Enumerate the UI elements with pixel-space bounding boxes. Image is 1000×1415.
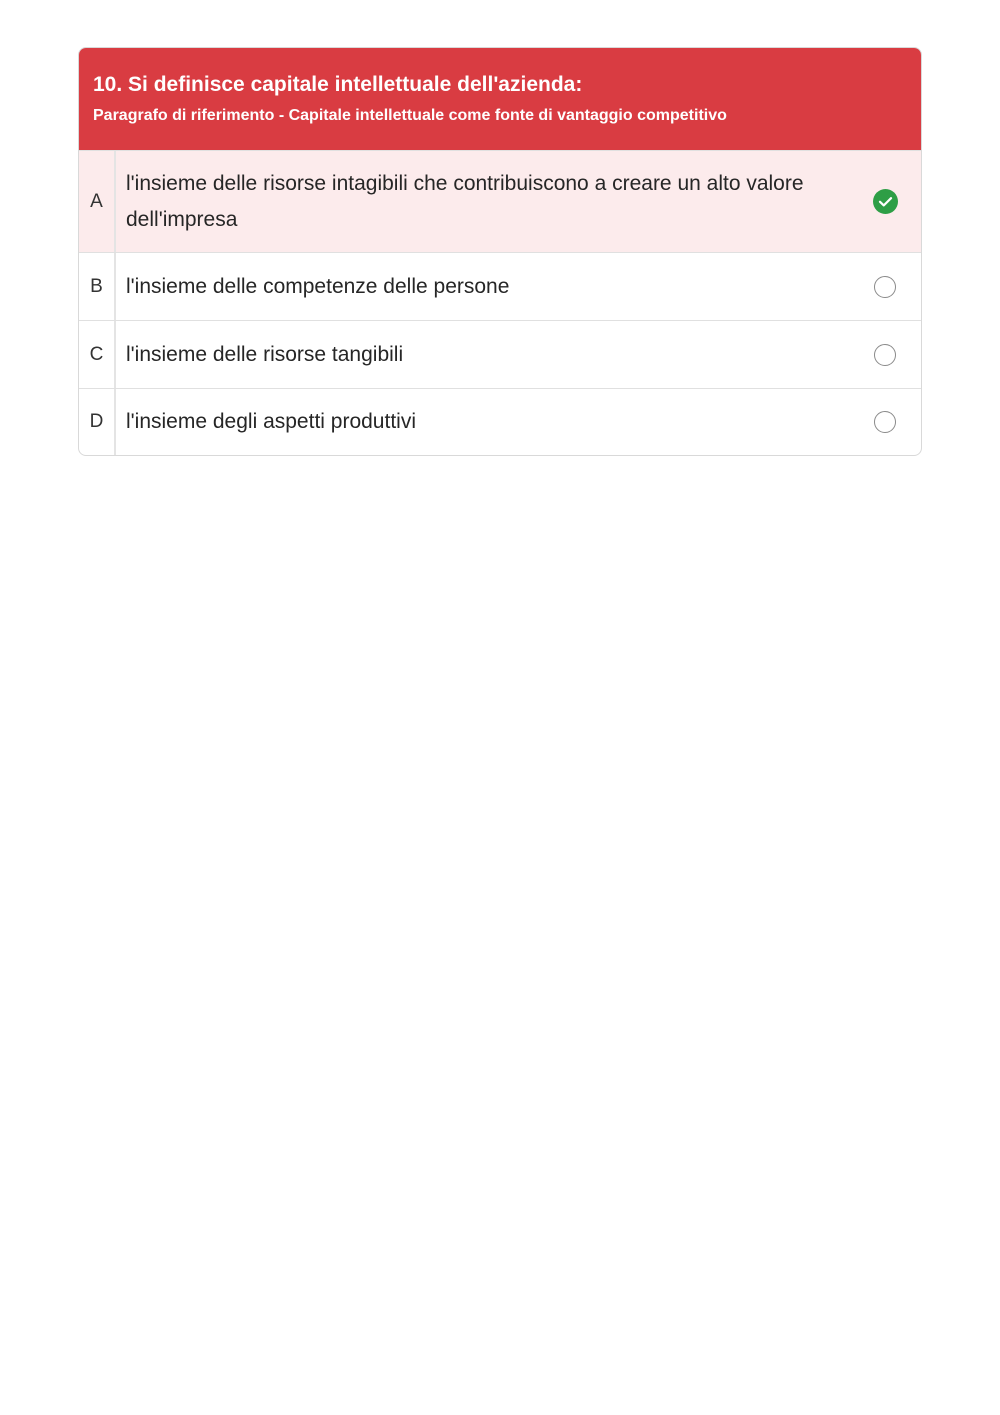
radio-empty-icon[interactable] [874, 411, 896, 433]
option-mark [849, 253, 921, 320]
option-letter: B [79, 253, 116, 320]
option-row-b[interactable] [79, 252, 921, 320]
option-row-c[interactable] [79, 320, 921, 388]
question-card [78, 47, 922, 456]
option-row-d[interactable] [79, 388, 921, 455]
option-text: l'insieme delle risorse tangibili [126, 342, 404, 366]
option-text: l'insieme degli aspetti produttivi [126, 410, 416, 433]
radio-empty-icon[interactable] [874, 344, 896, 366]
option-mark [849, 151, 921, 252]
option-letter: D [79, 389, 116, 455]
option-mark [849, 389, 921, 455]
radio-empty-icon[interactable] [874, 276, 896, 298]
question-reference: Paragrafo di riferimento - Capitale intellettuale come fonte di vantaggio competitivo [93, 107, 727, 124]
option-letter: C [79, 321, 116, 388]
option-letter: A [79, 151, 116, 252]
option-mark [849, 321, 921, 388]
question-title: 10. Si definisce capitale intellettuale dell'azienda: [93, 73, 583, 96]
question-header [79, 48, 921, 150]
check-circle-icon [873, 189, 898, 214]
option-text: l'insieme delle risorse intagibili che contribuiscono a creare un alto valore dell'impresa [126, 171, 804, 231]
option-text: l'insieme delle competenze delle persone [126, 274, 510, 298]
option-row-a[interactable] [79, 150, 921, 252]
